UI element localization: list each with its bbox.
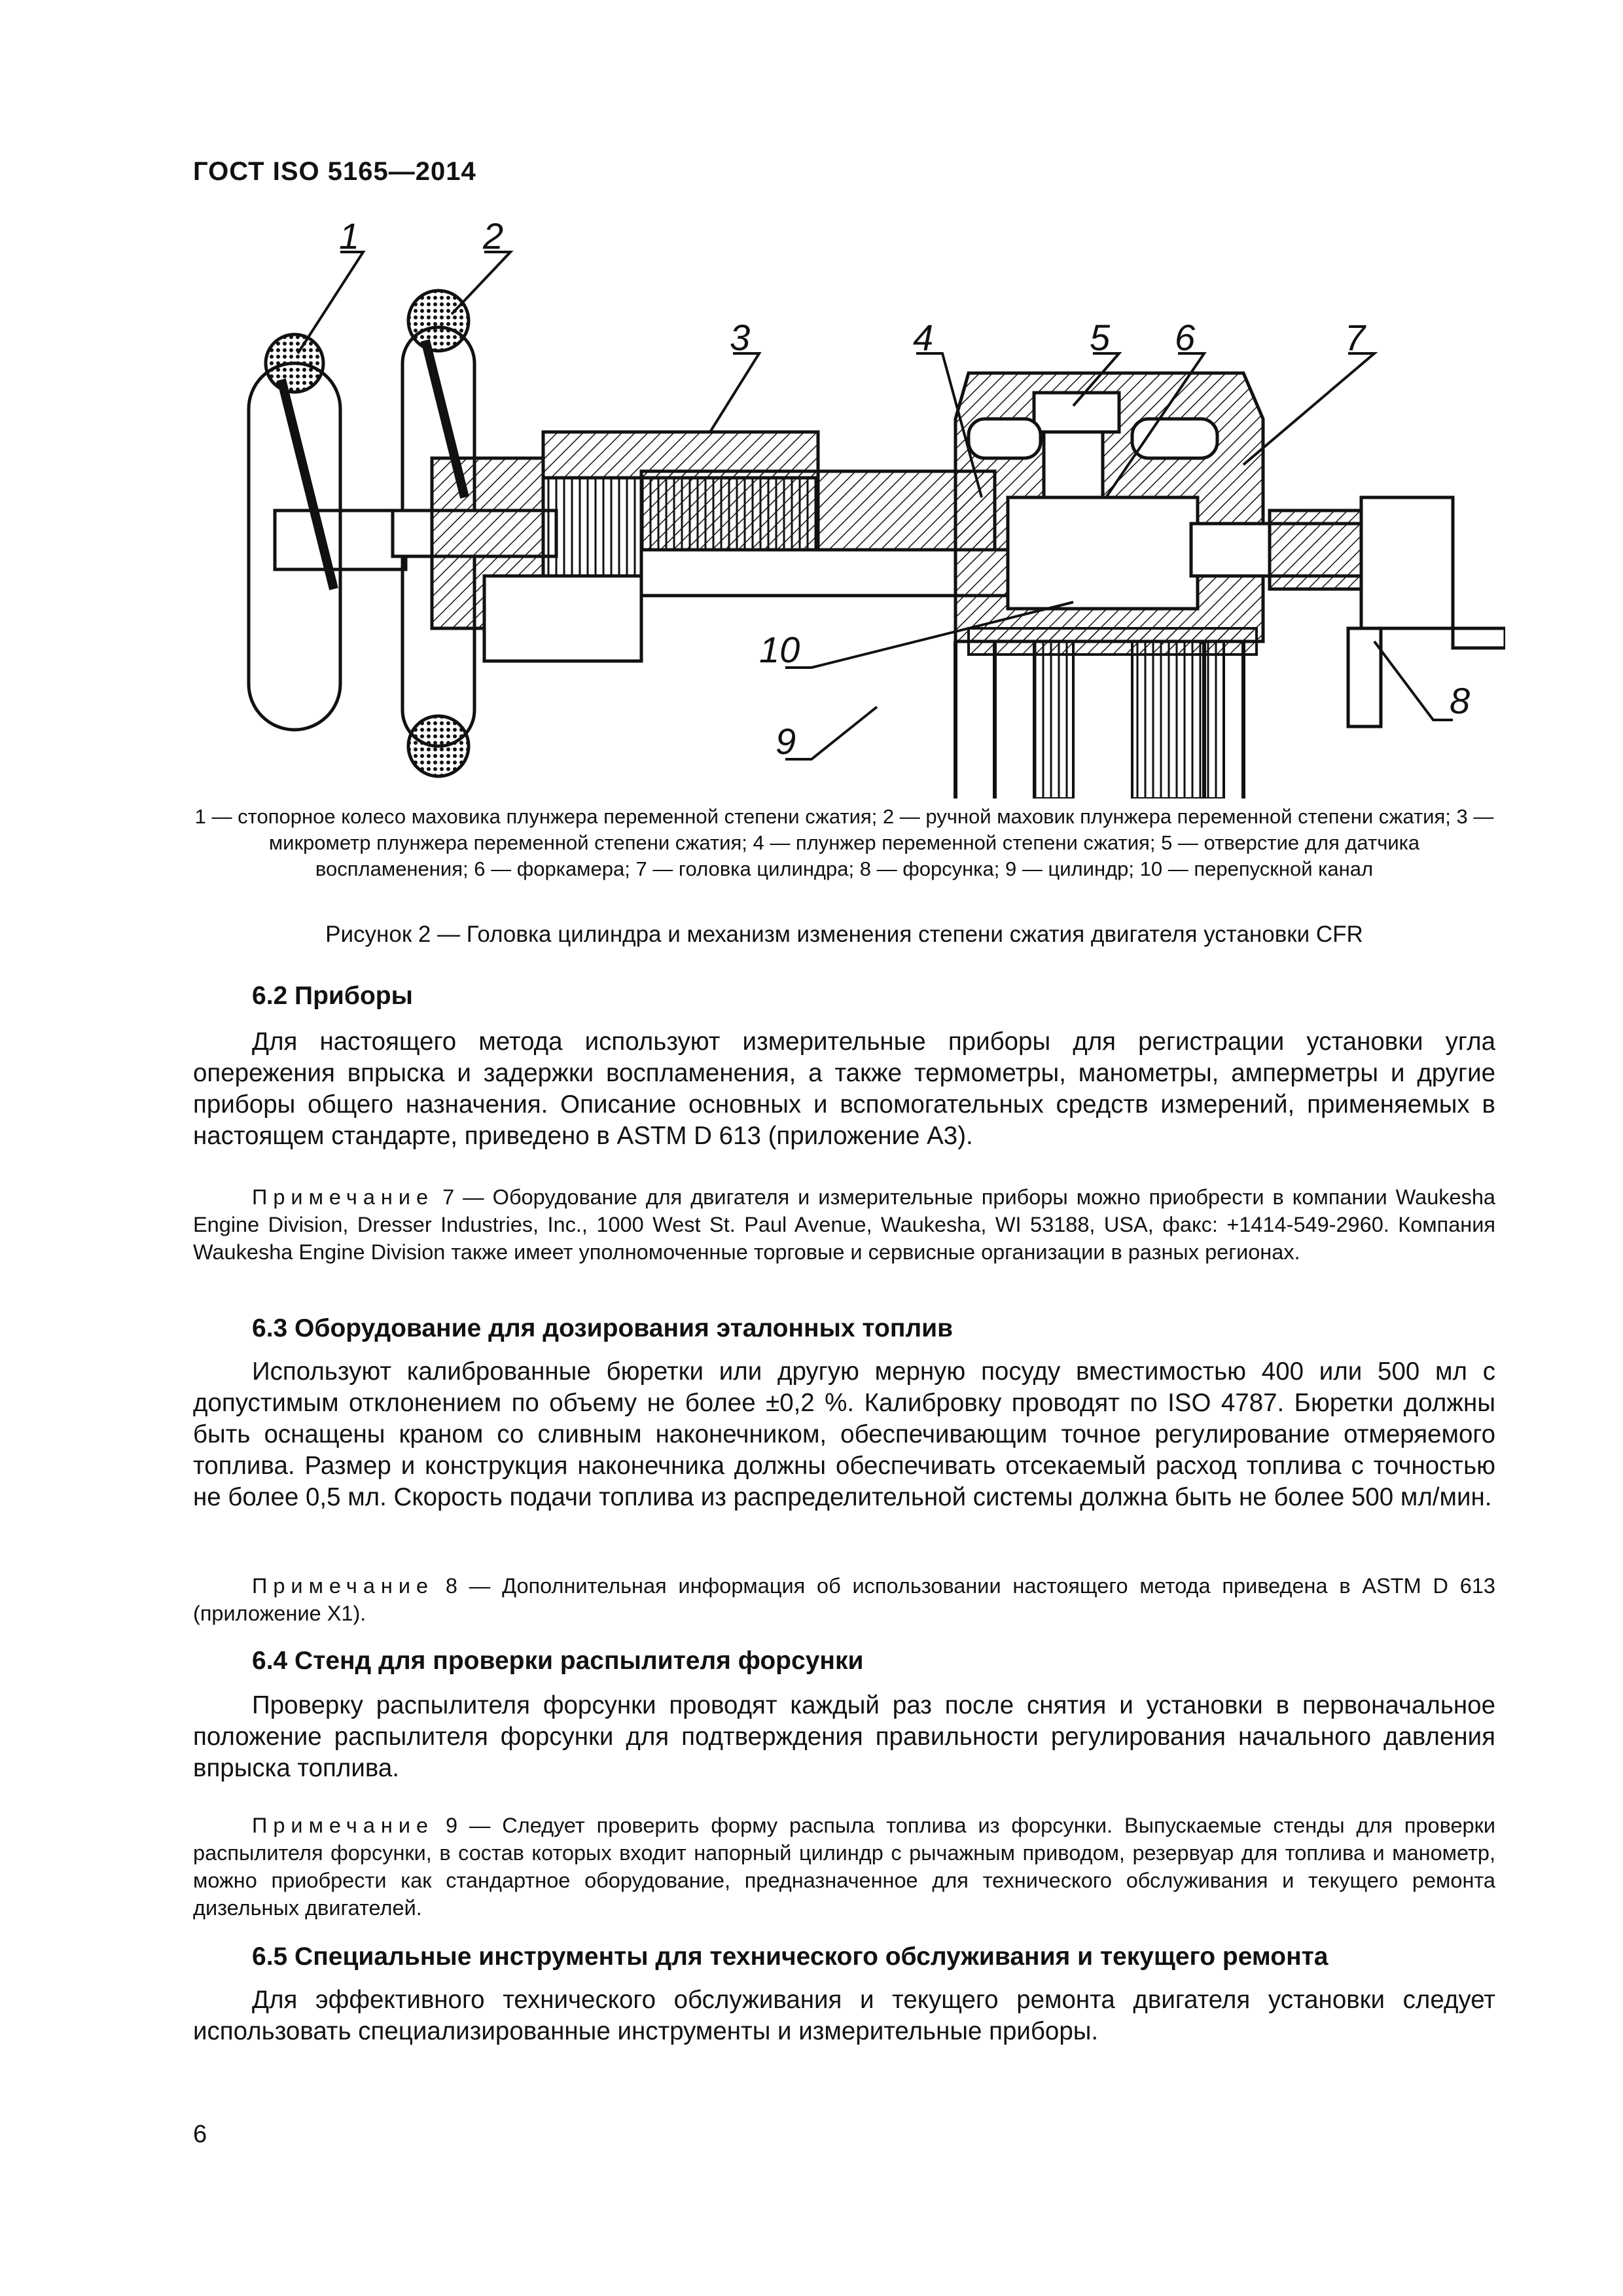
- section-6-5-text: Для эффективного технического обслуживания и текущего ремонта двигателя установки следует использовать специализированные инструменты и измерительные приборы.: [193, 1986, 1495, 2045]
- figure-label-6: 6: [1175, 317, 1196, 358]
- section-6-3-text: Используют калиброванные бюретки или другую мерную посуду вместимостью 400 или 500 мл с допустимым отклонением по объему не более ±0,2 %. Калибровку проводят по ISO 4787. Бюретки должны быть оснащены краном со сливным наконечником, обеспечивающим точное регулирование отмеряемого топлива. Размер и конструкция наконечника должны обеспечивать отсекаемый расход топлива с точностью не более 0,5 мл. Скорость подачи топлива из распределительной системы должна быть не более 500 мл/мин.: [193, 1357, 1495, 1511]
- figure-label-8: 8: [1450, 680, 1471, 721]
- section-6-2-heading: 6.2 Приборы: [252, 982, 413, 1010]
- note-8: Примечание 8 — Дополнительная информация об использовании настоящего метода приведена в ASTM D 613 (приложение Х1).: [193, 1574, 1495, 1625]
- section-6-2-text: Для настоящего метода используют измерительные приборы для регистрации установки угла опережения впрыска и задержки воспламенения, а также термометры, манометры, амперметры и другие приборы общего назначения. Описание основных и вспомогательных средств измерений, применяемых в настоящем стандарте, приведено в ASTM D 613 (приложение А3).: [193, 1028, 1495, 1150]
- document-header: ГОСТ ISO 5165—2014: [193, 157, 476, 186]
- lock-wheel: [249, 334, 406, 730]
- figure-label-1: 1: [339, 223, 360, 257]
- figure-key: 1 — стопорное колесо маховика плунжера переменной степени сжатия; 2 — ручной маховик плунжера переменной степени сжатия; 3 — микрометр плунжера переменной степени сжатия; 4 — плунжер переменной степени сжатия; 5 — отверстие для датчика воспламенения; 6 — форкамера; 7 — головка цилиндра; 8 — форсунка; 9 — цилиндр; 10 — перепускной канал: [194, 805, 1494, 880]
- page-number: 6: [193, 2121, 207, 2148]
- note-7: Примечание 7 — Оборудование для двигателя и измерительные приборы можно приобрести в компании Waukesha Engine Division, Dresser Industries, Inc., 1000 West St. Paul Avenue, Waukesha, WI 53188, USA, факс: +1414-549-2960. Компания Waukesha Engine Division также имеет уполномоченные торговые и сервисные организации в разных регионах.: [193, 1185, 1495, 1264]
- section-6-4-heading: 6.4 Стенд для проверки распылителя форсунки: [252, 1647, 864, 1675]
- figure-label-2: 2: [483, 223, 504, 257]
- figure-label-4: 4: [913, 317, 934, 358]
- section-6-4-text: Проверку распылителя форсунки проводят каждый раз после снятия и установки в первоначальное положение распылителя форсунки для подтверждения правильности регулирования начального давления впрыска топлива.: [193, 1691, 1495, 1782]
- section-6-3-heading: 6.3 Оборудование для дозирования эталонных топлив: [252, 1314, 954, 1342]
- section-6-5-heading: 6.5 Специальные инструменты для технического обслуживания и текущего ремонта: [252, 1943, 1329, 1971]
- cylinder-head-drawing: [223, 223, 1505, 798]
- figure-label-7: 7: [1345, 317, 1366, 358]
- figure-label-9: 9: [776, 721, 796, 762]
- figure-caption: Рисунок 2 — Головка цилиндра и механизм изменения степени сжатия двигателя установки CFR: [325, 922, 1363, 947]
- figure-label-5: 5: [1090, 317, 1111, 358]
- figure-label-10: 10: [759, 629, 800, 670]
- note-9: Примечание 9 — Следует проверить форму распыла топлива из форсунки. Выпускаемые стенды для проверки распылителя форсунки, в состав которых входит напорный цилиндр с рычажным приводом, резервуар для топлива и манометр, можно приобрести как стандартное оборудование, предназначенное для технического обслуживания и текущего ремонта дизельных двигателей.: [193, 1814, 1495, 1920]
- figure-label-3: 3: [730, 317, 751, 358]
